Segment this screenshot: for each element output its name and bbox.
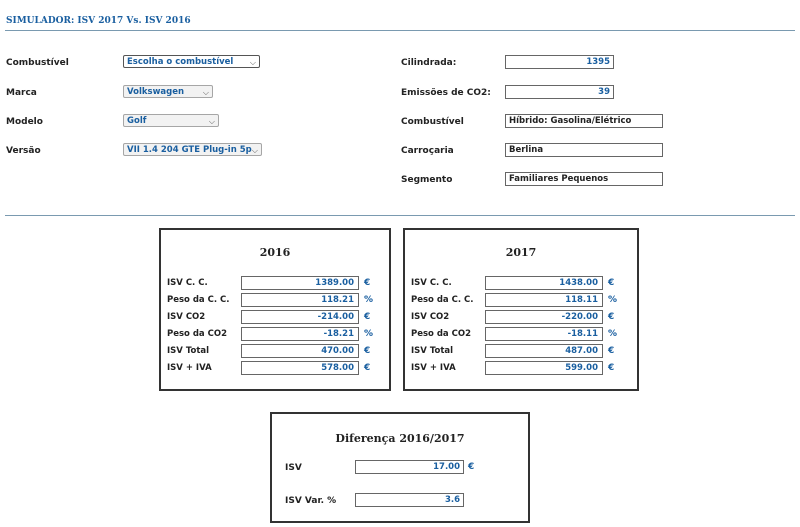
row-label: Peso da CO2 (411, 329, 472, 339)
diferenca-var-label: ISV Var. % (285, 496, 337, 506)
modelo-select-value: Golf (127, 116, 147, 126)
peso-cc-row (161, 293, 389, 309)
peso-cc-2017-field[interactable]: 118.11 (485, 293, 603, 307)
unit-label: € (364, 312, 371, 322)
peso-co2-2016-field[interactable]: -18.21 (241, 327, 359, 341)
versao-label: Versão (6, 146, 41, 156)
diferenca-isv-field[interactable]: 17.00 (355, 460, 464, 474)
row-label: ISV C. C. (411, 278, 452, 288)
diferenca-panel (270, 412, 530, 523)
row-label: ISV + IVA (411, 363, 456, 373)
unit-label: € (608, 278, 615, 288)
row-label: ISV Total (167, 346, 210, 356)
segmento-field[interactable]: Familiares Pequenos (505, 172, 663, 186)
peso-co2-2017-field[interactable]: -18.11 (485, 327, 603, 341)
row-label: Peso da CO2 (167, 329, 228, 339)
versao-select-value: VII 1.4 204 GTE Plug-in 5p (127, 145, 252, 155)
isv-co2-row (405, 310, 637, 326)
chevron-down-icon: ⌵ (249, 58, 256, 67)
row-label: ISV CO2 (167, 312, 206, 322)
peso-cc-2016-field[interactable]: 118.21 (241, 293, 359, 307)
peso-cc-row (405, 293, 637, 309)
modelo-select[interactable] (123, 114, 219, 127)
row-label: ISV CO2 (411, 312, 450, 322)
isv-cc-row (161, 276, 389, 292)
unit-label: % (608, 295, 618, 305)
year-2017-panel (403, 228, 639, 391)
isv-co2-2017-field[interactable]: -220.00 (485, 310, 603, 324)
combustivel-select[interactable] (123, 55, 260, 68)
carrocaria-label: Carroçaria (401, 146, 454, 156)
unit-label: € (608, 312, 615, 322)
marca-label: Marca (6, 88, 37, 98)
segmento-label: Segmento (401, 175, 453, 185)
euro-unit-label: € (468, 462, 475, 472)
chevron-down-icon: ⌵ (251, 146, 258, 155)
cilindrada-label: Cilindrada: (401, 58, 457, 68)
unit-label: € (364, 346, 371, 356)
row-label: ISV + IVA (167, 363, 212, 373)
isv-iva-2017-field[interactable]: 599.00 (485, 361, 603, 375)
isv-iva-2016-field[interactable]: 578.00 (241, 361, 359, 375)
emissoes-field[interactable]: 39 (505, 85, 614, 99)
modelo-label: Modelo (6, 117, 43, 127)
unit-label: € (364, 363, 371, 373)
section-divider (5, 215, 795, 216)
combustivel-detail-field[interactable]: Híbrido: Gasolina/Elétrico (505, 114, 663, 128)
isv-iva-row (161, 361, 389, 377)
unit-label: % (364, 295, 374, 305)
isv-total-2016-field[interactable]: 470.00 (241, 344, 359, 358)
year-2016-title: 2016 (259, 246, 291, 259)
isv-cc-2017-field[interactable]: 1438.00 (485, 276, 603, 290)
unit-label: € (608, 363, 615, 373)
cilindrada-field[interactable]: 1395 (505, 55, 614, 69)
isv-co2-row (161, 310, 389, 326)
unit-label: € (364, 278, 371, 288)
isv-co2-2016-field[interactable]: -214.00 (241, 310, 359, 324)
isv-iva-row (405, 361, 637, 377)
unit-label: % (608, 329, 618, 339)
page-title: SIMULADOR: ISV 2017 Vs. ISV 2016 (6, 16, 191, 26)
unit-label: € (608, 346, 615, 356)
chevron-down-icon: ⌵ (208, 117, 215, 126)
peso-co2-row (405, 327, 637, 343)
combustivel-select-value: Escolha o combustível (127, 57, 234, 67)
row-label: ISV C. C. (167, 278, 208, 288)
row-label: Peso da C. C. (411, 295, 474, 305)
marca-select[interactable] (123, 85, 213, 98)
peso-co2-row (161, 327, 389, 343)
row-label: Peso da C. C. (167, 295, 230, 305)
carrocaria-field[interactable]: Berlina (505, 143, 663, 157)
diferenca-var-field[interactable]: 3.6 (355, 493, 464, 507)
diferenca-isv-label: ISV (285, 463, 302, 473)
row-label: ISV Total (411, 346, 454, 356)
isv-total-2017-field[interactable]: 487.00 (485, 344, 603, 358)
year-2016-panel (159, 228, 391, 391)
chevron-down-icon: ⌵ (202, 88, 209, 97)
isv-cc-2016-field[interactable]: 1389.00 (241, 276, 359, 290)
emissoes-label: Emissões de CO2: (401, 88, 491, 98)
marca-select-value: Volkswagen (127, 87, 185, 97)
combustivel-label: Combustível (6, 58, 69, 68)
combustivel-detail-label: Combustível (401, 117, 464, 127)
isv-cc-row (405, 276, 637, 292)
year-2017-title: 2017 (505, 246, 537, 259)
isv-total-row (161, 344, 389, 360)
diferenca-title: Diferença 2016/2017 (335, 432, 465, 445)
isv-total-row (405, 344, 637, 360)
header-divider (5, 30, 795, 31)
versao-select[interactable] (123, 143, 262, 156)
unit-label: % (364, 329, 374, 339)
